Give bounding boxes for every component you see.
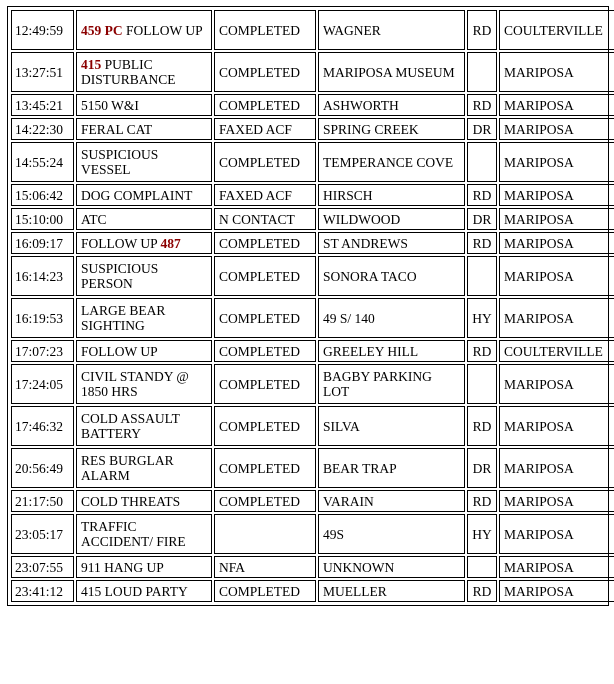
call-city: MARIPOSA (499, 556, 614, 578)
call-time: 14:22:30 (11, 118, 74, 140)
call-status: COMPLETED (214, 490, 316, 512)
table-row (11, 142, 614, 182)
call-type-text: LARGE BEAR SIGHTING (81, 303, 166, 333)
street-suffix (467, 364, 497, 404)
call-log-sheet (7, 6, 609, 606)
street-suffix (467, 52, 497, 92)
call-type-text: COLD ASSAULT BATTERY (81, 411, 180, 441)
street-suffix: DR (467, 208, 497, 230)
call-location: TEMPERANCE COVE (318, 142, 465, 182)
call-status: COMPLETED (214, 142, 316, 182)
street-suffix (467, 256, 497, 296)
call-type (76, 406, 212, 446)
call-location: GREELEY HILL (318, 340, 465, 362)
call-type (76, 208, 212, 230)
call-type-text: FERAL CAT (81, 121, 153, 137)
call-status: COMPLETED (214, 256, 316, 296)
table-row (11, 490, 614, 512)
call-status: COMPLETED (214, 364, 316, 404)
call-type (76, 340, 212, 362)
call-type (76, 256, 212, 296)
call-time: 12:49:59 (11, 10, 74, 50)
table-row (11, 298, 614, 338)
call-location: WAGNER (318, 10, 465, 50)
call-type (76, 514, 212, 554)
call-time: 23:41:12 (11, 580, 74, 602)
call-city: MARIPOSA (499, 490, 614, 512)
table-row (11, 448, 614, 488)
call-location: BAGBY PARKING LOT (318, 364, 465, 404)
call-location: ST ANDREWS (318, 232, 465, 254)
call-status: COMPLETED (214, 448, 316, 488)
call-type (76, 94, 212, 116)
call-city: MARIPOSA (499, 406, 614, 446)
call-type-text: 415 LOUD PARTY (81, 583, 188, 599)
table-row (11, 208, 614, 230)
call-time: 13:45:21 (11, 94, 74, 116)
street-suffix: DR (467, 118, 497, 140)
call-status: COMPLETED (214, 406, 316, 446)
call-location: SILVA (318, 406, 465, 446)
street-suffix: RD (467, 490, 497, 512)
call-city: MARIPOSA (499, 298, 614, 338)
call-status: COMPLETED (214, 94, 316, 116)
penal-code: 487 (160, 235, 181, 251)
call-type (76, 580, 212, 602)
table-row (11, 580, 614, 602)
call-city: MARIPOSA (499, 142, 614, 182)
call-type-text: FOLLOW UP (126, 22, 203, 38)
call-city: COULTERVILLE (499, 10, 614, 50)
street-suffix (467, 142, 497, 182)
street-suffix: RD (467, 580, 497, 602)
call-time: 16:09:17 (11, 232, 74, 254)
street-suffix: RD (467, 232, 497, 254)
call-city: MARIPOSA (499, 184, 614, 206)
call-type (76, 364, 212, 404)
call-location: UNKNOWN (318, 556, 465, 578)
table-row (11, 514, 614, 554)
call-type-text: SUSPICIOUS VESSEL (81, 147, 159, 177)
penal-code: 415 (81, 57, 102, 72)
call-type-text: CIVIL STANDY @ 1850 HRS (81, 369, 189, 399)
street-suffix: RD (467, 10, 497, 50)
call-type (76, 490, 212, 512)
table-row (11, 94, 614, 116)
call-type-text: PUBLIC DISTURBANCE (81, 57, 176, 87)
call-type (76, 556, 212, 578)
call-log-table (9, 8, 614, 604)
street-suffix: RD (467, 184, 497, 206)
table-row (11, 118, 614, 140)
call-status: FAXED ACF (214, 184, 316, 206)
call-location: SONORA TACO (318, 256, 465, 296)
penal-code: 459 PC (81, 22, 123, 38)
call-location: 49 S/ 140 (318, 298, 465, 338)
street-suffix: HY (467, 514, 497, 554)
call-time: 15:06:42 (11, 184, 74, 206)
call-type-text: 5150 W&I (81, 97, 139, 113)
street-suffix (467, 556, 497, 578)
call-time: 20:56:49 (11, 448, 74, 488)
call-type (76, 184, 212, 206)
call-city: MARIPOSA (499, 514, 614, 554)
table-row (11, 556, 614, 578)
call-status: N CONTACT (214, 208, 316, 230)
call-type (76, 232, 212, 254)
call-city: MARIPOSA (499, 448, 614, 488)
call-location: ASHWORTH (318, 94, 465, 116)
call-time: 15:10:00 (11, 208, 74, 230)
call-city: MARIPOSA (499, 118, 614, 140)
call-time: 16:14:23 (11, 256, 74, 296)
table-row (11, 10, 614, 50)
call-type-text: 911 HANG UP (81, 559, 164, 575)
call-time: 16:19:53 (11, 298, 74, 338)
call-status: NFA (214, 556, 316, 578)
street-suffix: RD (467, 406, 497, 446)
call-type-text: DOG COMPLAINT (81, 187, 193, 203)
call-type (76, 118, 212, 140)
street-suffix: RD (467, 340, 497, 362)
table-row (11, 232, 614, 254)
call-type (76, 298, 212, 338)
call-type (76, 448, 212, 488)
call-type-text: ATC (81, 211, 107, 227)
table-row (11, 364, 614, 404)
call-time: 21:17:50 (11, 490, 74, 512)
call-status: COMPLETED (214, 580, 316, 602)
call-status: COMPLETED (214, 52, 316, 92)
call-city: MARIPOSA (499, 364, 614, 404)
call-city: COULTERVILLE (499, 340, 614, 362)
call-status: FAXED ACF (214, 118, 316, 140)
call-city: MARIPOSA (499, 94, 614, 116)
call-status: COMPLETED (214, 232, 316, 254)
call-type-text: RES BURGLAR ALARM (81, 453, 174, 483)
call-location: 49S (318, 514, 465, 554)
call-location: MUELLER (318, 580, 465, 602)
call-log-body (11, 10, 614, 602)
call-status: COMPLETED (214, 10, 316, 50)
call-location: HIRSCH (318, 184, 465, 206)
call-type-text: FOLLOW UP (81, 343, 158, 359)
street-suffix: HY (467, 298, 497, 338)
call-time: 17:24:05 (11, 364, 74, 404)
call-city: MARIPOSA (499, 208, 614, 230)
call-time: 17:07:23 (11, 340, 74, 362)
call-type-text: COLD THREATS (81, 493, 181, 509)
call-type (76, 142, 212, 182)
call-location: BEAR TRAP (318, 448, 465, 488)
call-type-text: SUSPICIOUS PERSON (81, 261, 159, 291)
call-status (214, 514, 316, 554)
table-row (11, 406, 614, 446)
call-city: MARIPOSA (499, 52, 614, 92)
call-city: MARIPOSA (499, 580, 614, 602)
call-location: SPRING CREEK (318, 118, 465, 140)
table-row (11, 256, 614, 296)
table-row (11, 52, 614, 92)
street-suffix: DR (467, 448, 497, 488)
call-city: MARIPOSA (499, 232, 614, 254)
call-location: VARAIN (318, 490, 465, 512)
call-time: 13:27:51 (11, 52, 74, 92)
call-type-text: TRAFFIC ACCIDENT/ FIRE (81, 519, 186, 549)
call-status: COMPLETED (214, 340, 316, 362)
call-type (76, 52, 212, 92)
street-suffix: RD (467, 94, 497, 116)
call-type (76, 10, 212, 50)
call-location: MARIPOSA MUSEUM (318, 52, 465, 92)
call-time: 23:07:55 (11, 556, 74, 578)
call-status: COMPLETED (214, 298, 316, 338)
call-location: WILDWOOD (318, 208, 465, 230)
call-city: MARIPOSA (499, 256, 614, 296)
call-type-text: FOLLOW UP (81, 235, 161, 251)
call-time: 14:55:24 (11, 142, 74, 182)
call-time: 17:46:32 (11, 406, 74, 446)
call-time: 23:05:17 (11, 514, 74, 554)
table-row (11, 184, 614, 206)
table-row (11, 340, 614, 362)
